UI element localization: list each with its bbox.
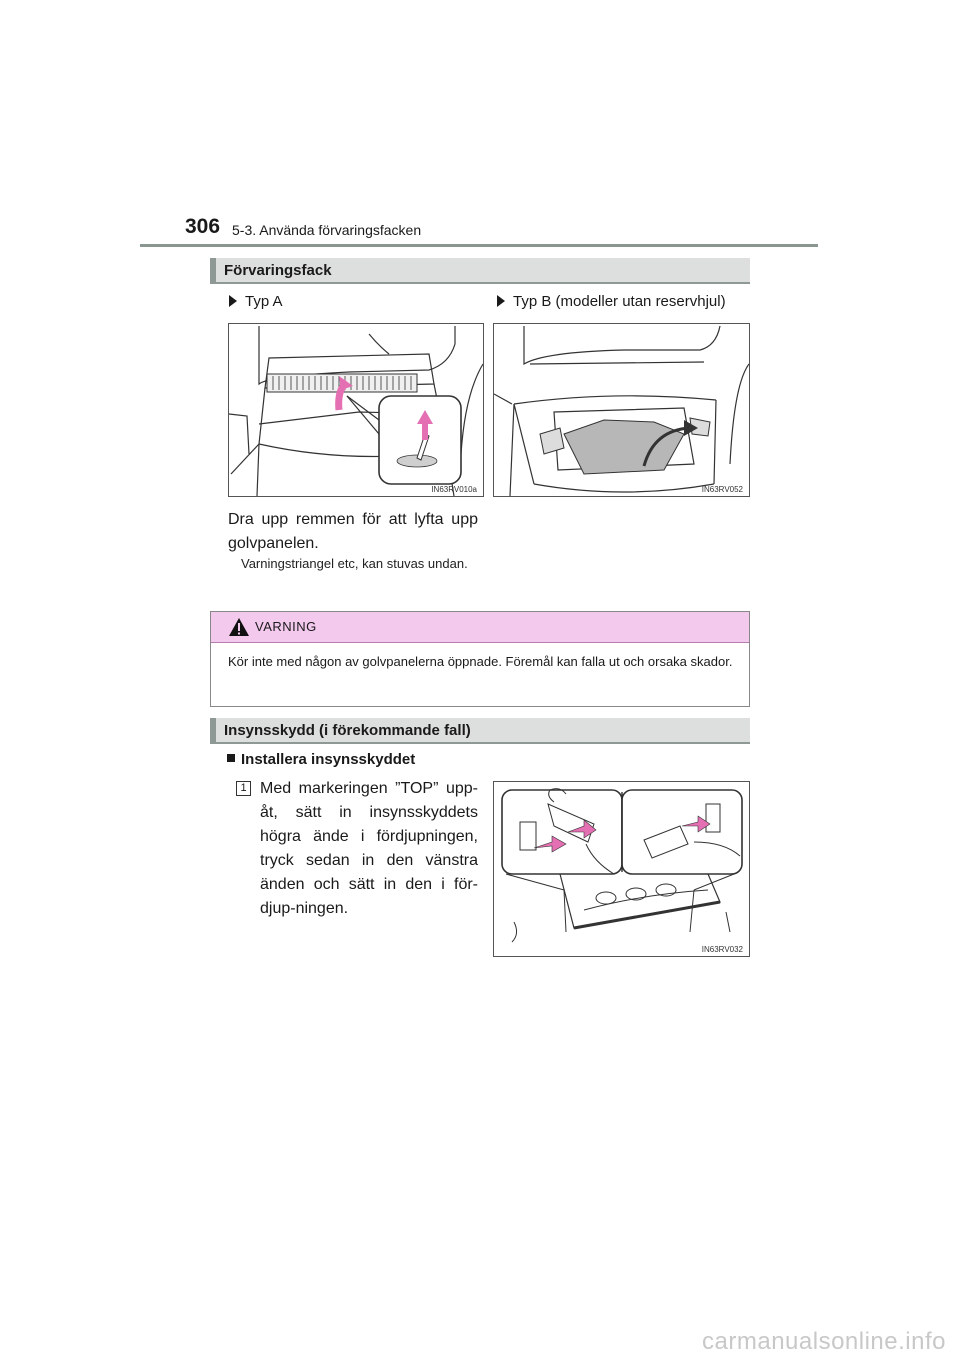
section-bar-storage (210, 258, 750, 284)
warning-triangle-icon (228, 617, 250, 637)
trunk-type-b-illustration (494, 324, 749, 496)
tonneau-cover-illustration (494, 782, 749, 956)
section-header: 5-3. Använda förvaringsfacken (232, 222, 422, 238)
subheading-install (227, 751, 415, 768)
warning-text: Kör inte med någon av golvpanelerna öppnade. Föremål kan falla ut och orsaka skador. (228, 654, 733, 669)
warning-header (211, 612, 749, 643)
figure-code-type-b: IN63RV052 (701, 485, 743, 494)
type-b-label (497, 293, 726, 310)
type-a-label (229, 293, 283, 310)
step-text: Med markeringen ”TOP” upp-åt, sätt in insynsskyddets högra ände i fördjupningen, tryck sedan in den vänstra änden och sätt in den i för-djup-ningen. (260, 780, 478, 917)
section-title-storage: Förvaringsfack (224, 262, 332, 279)
section-bar-stripe (210, 258, 216, 282)
figure-type-a (228, 323, 484, 497)
subheading-text: Installera insynsskyddet (241, 751, 416, 768)
trunk-type-a-illustration (229, 324, 483, 496)
page-number: 306 (185, 215, 221, 238)
type-b-label-text: Typ B (modeller utan reservhjul) (513, 293, 726, 310)
figure-code-type-a: IN63RV010a (431, 485, 477, 494)
section-bar-stripe (210, 718, 216, 742)
figure-tonneau-cover (493, 781, 750, 957)
figure-type-b (493, 323, 750, 497)
section-bar-tonneau (210, 718, 750, 744)
square-bullet-icon (227, 754, 235, 762)
warning-title: VARNING (255, 619, 317, 634)
watermark: carmanualsonline.info (702, 1328, 946, 1355)
step-number-box: 1 (236, 781, 251, 796)
triangle-bullet-icon (229, 295, 237, 307)
storage-note: Varningstriangel etc, kan stuvas undan. (241, 556, 468, 571)
triangle-bullet-icon (497, 295, 505, 307)
header-rule (140, 244, 818, 247)
warning-box (210, 611, 750, 707)
figure-code-tonneau: IN63RV032 (701, 945, 743, 954)
section-title-tonneau: Insynsskydd (i förekommande fall) (224, 722, 471, 739)
type-a-label-text: Typ A (245, 293, 283, 310)
storage-body-text: Dra upp remmen för att lyfta upp golvpanelen. (228, 511, 478, 552)
